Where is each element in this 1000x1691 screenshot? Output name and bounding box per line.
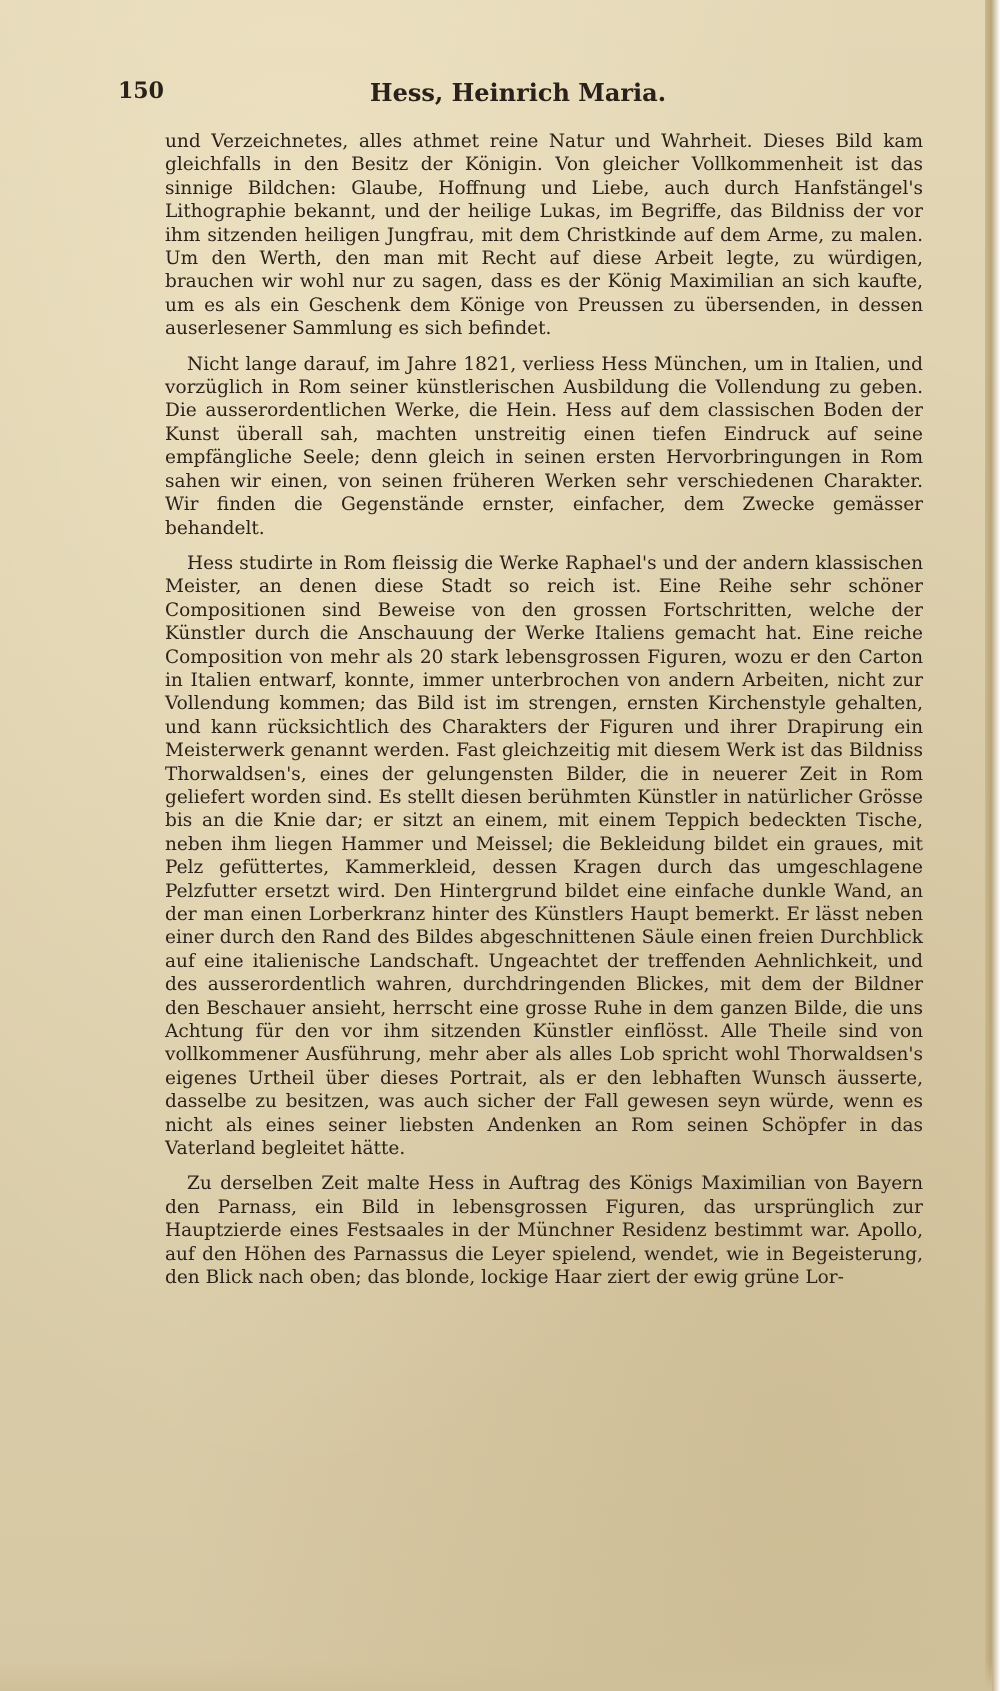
page-header — [118, 78, 918, 118]
running-head: Hess, Heinrich Maria. — [369, 78, 667, 107]
paragraph: Hess studirte in Rom fleissig die Werke Raphael's und der andern klassischen Meister, an denen diese Stadt so reich ist. Eine Reihe sehr schöner Compositionen sind Beweise von den grossen Fortschritten, welche der Künstler durch die Anschauung der Werke Italiens gemacht hat. Eine reiche Composition von mehr als 20 stark lebensgrossen Figuren, wozu er den Carton in Italien entwarf, konnte, immer unterbrochen von andern Arbeiten, nicht zur Vollendung kommen; das Bild ist im strengen, ernsten Kirchenstyle gehalten, und kann rücksichtlich des Charakters der Figuren und ihrer Drapirung ein Meisterwerk genannt werden. Fast gleichzeitig mit diesem Werk ist das Bildniss Thorwaldsen's, eines der gelungensten Bilder, die in neuerer Zeit in Rom geliefert worden sind. Es stellt diesen berühmten Künstler in natürlicher Grösse bis an die Knie dar; er sitzt an einem, mit einem Teppich bedeckten Tische, neben ihm liegen Hammer und Meissel; die Bekleidung bildet ein graues, mit Pelz gefüttertes, Kammerkleid, dessen Kragen durch das umgeschlagene Pelzfutter ersetzt wird. Den Hintergrund bildet eine einfache dunkle Wand, an der man einen Lorberkranz hinter des Künstlers Haupt bemerkt. Er lässt neben einer durch den Rand des Bildes abgeschnittenen Säule einen freien Durchblick auf eine italienische Landschaft. Ungeachtet der treffenden Aehnlichkeit, und des ausserordentlich wahren, durchdringenden Blickes, mit dem der Bildner den Beschauer ansieht, herrscht eine grosse Ruhe in dem ganzen Bilde, die uns Achtung für den vor ihm sitzenden Künstler einflösst. Alle Theile sind von vollkommener Ausführung, mehr aber als alles Lob spricht wohl Thorwaldsen's eigenes Urtheil über dieses Portrait, als er den lebhaften Wunsch äusserte, dasselbe zu besitzen, was auch sicher der Fall gewesen seyn würde, wenn es nicht als eines seiner liebsten Andenken an Rom seinen Schöpfer in das Vaterland begleitet hätte. — [165, 552, 923, 1160]
body-text — [165, 130, 923, 1302]
paragraph: Zu derselben Zeit malte Hess in Auftrag des Königs Maximilian von Bayern den Parnass, ein Bild in lebensgrossen Figuren, das ursprünglich zur Hauptzierde eines Festsaales in der Münchner Residenz bestimmt war. Apollo, auf den Höhen des Parnassus die Leyer spielend, wendet, wie in Begeisterung, den Blick nach oben; das blonde, lockige Haar ziert der ewig grüne Lor- — [165, 1173, 923, 1289]
paragraph: und Verzeichnetes, alles athmet reine Natur und Wahrheit. Dieses Bild kam gleichfalls in den Besitz der Königin. Von gleicher Vollkommenheit ist das sinnige Bildchen: Glaube, Hoffnung und Liebe, auch durch Hanfstängel's Lithographie bekannt, und der heilige Lukas, im Begriffe, das Bildniss der vor ihm sitzenden heiligen Jungfrau, mit dem Christkinde auf dem Arme, zu malen. Um den Werth, den man mit Recht auf diese Arbeit legte, zu würdigen, brauchen wir wohl nur zu sagen, dass es der König Maximilian an sich kaufte, um es als ein Geschenk dem Könige von Preussen zu übersenden, in dessen auserlesener Sammlung es sich befindet. — [165, 131, 923, 340]
page-bottom-shadow — [0, 1660, 992, 1691]
paragraph: Nicht lange darauf, im Jahre 1821, verliess Hess München, um in Italien, und vorzüglich in Rom seiner künstlerischen Ausbildung die Vollendung zu geben. Die ausserordentlichen Werke, die Hein. Hess auf dem classischen Boden der Kunst überall sah, machten unstreitig einen tiefen Eindruck auf seine empfängliche Seele; denn gleich in seinen ersten Hervorbringungen in Rom sahen wir einen, von seinen früheren Werken sehr verschiedenen Charakter. Wir finden die Gegenstände ernster, einfacher, dem Zwecke gemässer behandelt. — [165, 353, 923, 539]
page-number: 150 — [118, 78, 164, 104]
page-edge — [985, 0, 1000, 1691]
